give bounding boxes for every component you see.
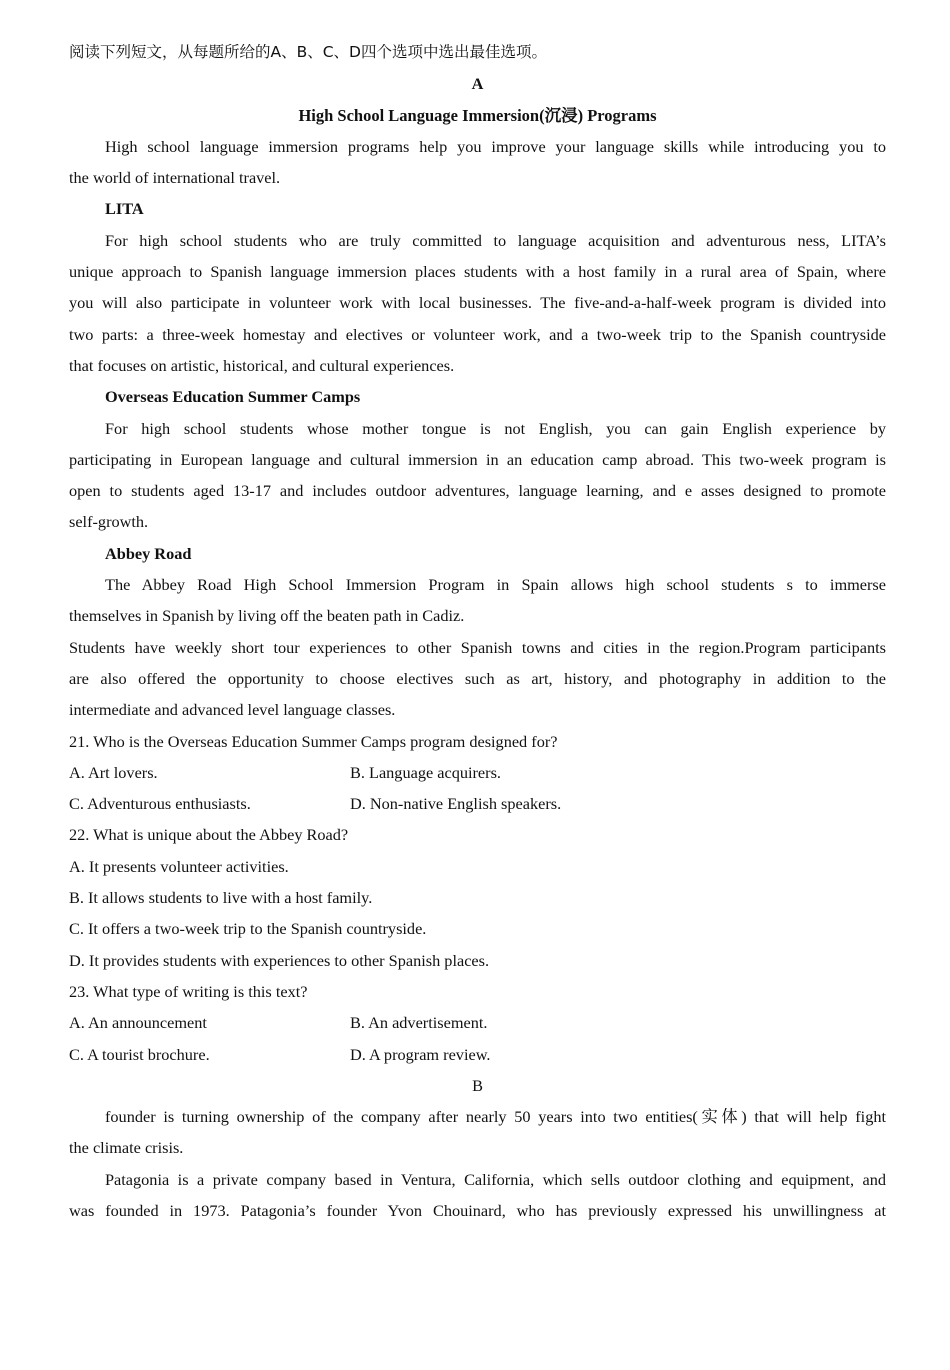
question-23-stem: 23. What type of writing is this text? (69, 981, 308, 1001)
question-22-option-a: A. It presents volunteer activities. (69, 856, 289, 876)
lita-line: For high school students who are truly committed to language acquisition and adventurous ness, LITA’s (105, 230, 886, 250)
question-21-option-a: A. Art lovers. (69, 762, 158, 782)
question-23-option-b: B. An advertisement. (350, 1013, 488, 1033)
section-b-label: B (472, 1075, 483, 1095)
question-21-option-c: C. Adventurous enthusiasts. (69, 794, 251, 814)
section-b-line: the climate crisis. (69, 1138, 184, 1158)
lita-line: that focuses on artistic, historical, and cultural experiences. (69, 355, 455, 375)
question-21-options-row (69, 788, 886, 819)
abbey-line: Students have weekly short tour experiences to other Spanish towns and cities in the region.Program participants (69, 637, 886, 657)
overseas-line: open to students aged 13-17 and includes outdoor adventures, language learning, and e asses designed to promote (69, 481, 886, 501)
question-23-options-row (69, 1007, 886, 1038)
abbey-line: intermediate and advanced level language classes. (69, 700, 396, 720)
question-23-option-a: A. An announcement (69, 1013, 207, 1033)
question-22-option-c: C. It offers a two-week trip to the Spanish countryside. (69, 919, 427, 939)
abbey-line: themselves in Spanish by living off the beaten path in Cadiz. (69, 606, 465, 626)
intro-line: High school language immersion programs help you improve your language skills while introducing you to (105, 136, 886, 156)
lita-line: unique approach to Spanish language immersion places students with a host family in a rural area of Spain, where (69, 262, 886, 282)
question-21-option-b: B. Language acquirers. (350, 762, 501, 782)
abbey-heading: Abbey Road (105, 543, 192, 563)
lita-line: you will also participate in volunteer work with local businesses. The five-and-a-half-week program is divided into (69, 293, 886, 313)
passage-title: High School Language Immersion(沉浸) Programs (298, 105, 657, 125)
section-b-line: was founded in 1973. Patagonia’s founder Yvon Chouinard, who has previously expressed his unwillingness at (69, 1200, 886, 1220)
question-23-option-d: D. A program review. (350, 1044, 491, 1064)
question-22-option-b: B. It allows students to live with a host family. (69, 888, 373, 908)
section-b-line: Patagonia is a private company based in Ventura, California, which sells outdoor clothing and equipment, and (105, 1169, 886, 1189)
lita-line: two parts: a three-week homestay and electives or volunteer work, and a two-week trip to the Spanish countryside (69, 324, 886, 344)
question-22-stem: 22. What is unique about the Abbey Road? (69, 825, 349, 845)
question-21-options-row (69, 757, 886, 788)
question-22-option-d: D. It provides students with experiences to other Spanish places. (69, 950, 490, 970)
question-21-stem: 21. Who is the Overseas Education Summer Camps program designed for? (69, 731, 558, 751)
overseas-heading: Overseas Education Summer Camps (105, 387, 361, 407)
overseas-line: For high school students whose mother tongue is not English, you can gain English experience by (105, 418, 886, 438)
question-23-options-row (69, 1039, 886, 1070)
overseas-line: participating in European language and cultural immersion in an education camp abroad. This two-week program is (69, 449, 886, 469)
question-23-option-c: C. A tourist brochure. (69, 1044, 210, 1064)
overseas-line: self-growth. (69, 512, 149, 532)
section-b-line: founder is turning ownership of the company after nearly 50 years into two entities(实体) that will help fight (105, 1107, 886, 1127)
instruction: 阅读下列短文，从每题所给的A、B、C、D四个选项中选出最佳选项。 (69, 43, 547, 61)
intro-line: the world of international travel. (69, 168, 281, 188)
abbey-line: are also offered the opportunity to choose electives such as art, history, and photography in addition to the (69, 668, 886, 688)
section-a-label: A (471, 74, 484, 94)
lita-heading: LITA (105, 199, 144, 219)
question-21-option-d: D. Non-native English speakers. (350, 794, 562, 814)
abbey-line: The Abbey Road High School Immersion Program in Spain allows high school students s to immerse (105, 575, 886, 595)
document-page (69, 37, 886, 1226)
